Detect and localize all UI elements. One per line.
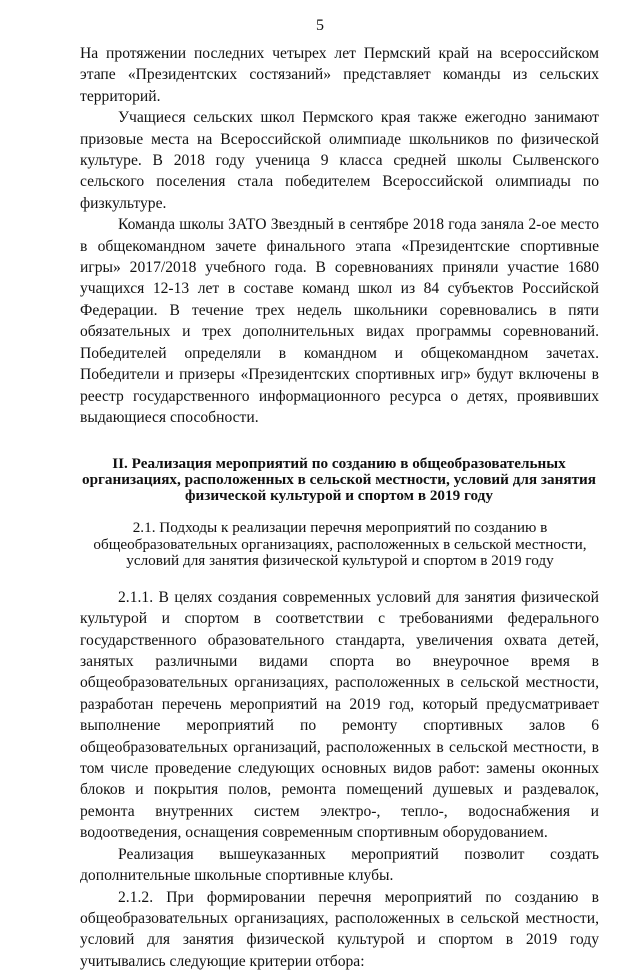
paragraph-2-1-1: 2.1.1. В целях создания современных условий для занятия физической культурой и спортом в соответствии с требованиями федерального государственного образовательного стандарта, увеличения охвата детей, занятых различными видами спорта во внеурочное время в общеобразовательных организациях, расположенных в сельской местности, разработан перечень мероприятий на 2019 год, который предусматривает выполнение мероприятий по ремонту спортивных залов 6 общеобразовательных организаций, расположенных в сельской местности, в том числе проведение следующих основных видов работ: замены оконных блоков и покрытия полов, ремонта помещений душевых и раздевалок, ремонта внутренних систем электро-, тепло-, водоснабжения и водоотведения, оснащения современным спортивным оборудованием. <box>80 587 599 844</box>
page-number: 5 <box>0 15 640 36</box>
page-content <box>80 43 599 972</box>
paragraph-zvezdny-team: Команда школы ЗАТО Звездный в сентябре 2018 года заняла 2-ое место в общекомандном зачете финального этапа «Президентские спортивные игры» 2017/2018 учебного года. В соревнованиях приняли участие 1680 учащихся 12-13 лет в составе команд школ из 84 субъектов Российской Федерации. В течение трех недель школьники соревновались в пяти обязательных и трех дополнительных видах программы соревнований. Победителей определяли в командном и общекомандном зачетах. Победители и призеры «Президентских спортивных игр» будут включены в реестр государственного информационного ресурса о детях, проявивших выдающиеся способности. <box>80 214 599 428</box>
paragraph-presidential-competitions: На протяжении последних четырех лет Пермский край на всероссийском этапе «Президентских состязаний» представляет команды из сельских территорий. <box>80 43 599 107</box>
paragraph-2-1-2: 2.1.2. При формировании перечня мероприятий по созданию в общеобразовательных организациях, расположенных в сельской местности, условий для занятия физической культурой и спортом в 2019 году учитывались следующие критерии отбора: <box>80 887 599 972</box>
sub-heading: 2.1. Подходы к реализации перечня мероприятий по созданию в общеобразовательных организациях, расположенных в сельской местности, условий для занятия физической культурой и спортом в 2019 году <box>70 520 610 570</box>
section-heading: II. Реализация мероприятий по созданию в общеобразовательных организациях, расположенных в сельской местности, условий для занятия физической культурой и спортом в 2019 году <box>74 456 604 504</box>
paragraph-sports-clubs: Реализация вышеуказанных мероприятий позволит создать дополнительные школьные спортивные клубы. <box>80 844 599 887</box>
paragraph-olympiad: Учащиеся сельских школ Пермского края также ежегодно занимают призовые места на Всероссийской олимпиаде школьников по физической культуре. В 2018 году ученица 9 класса средней школы Сылвенского сельского поселения стала победителем Всероссийской олимпиады по физкультуре. <box>80 107 599 214</box>
